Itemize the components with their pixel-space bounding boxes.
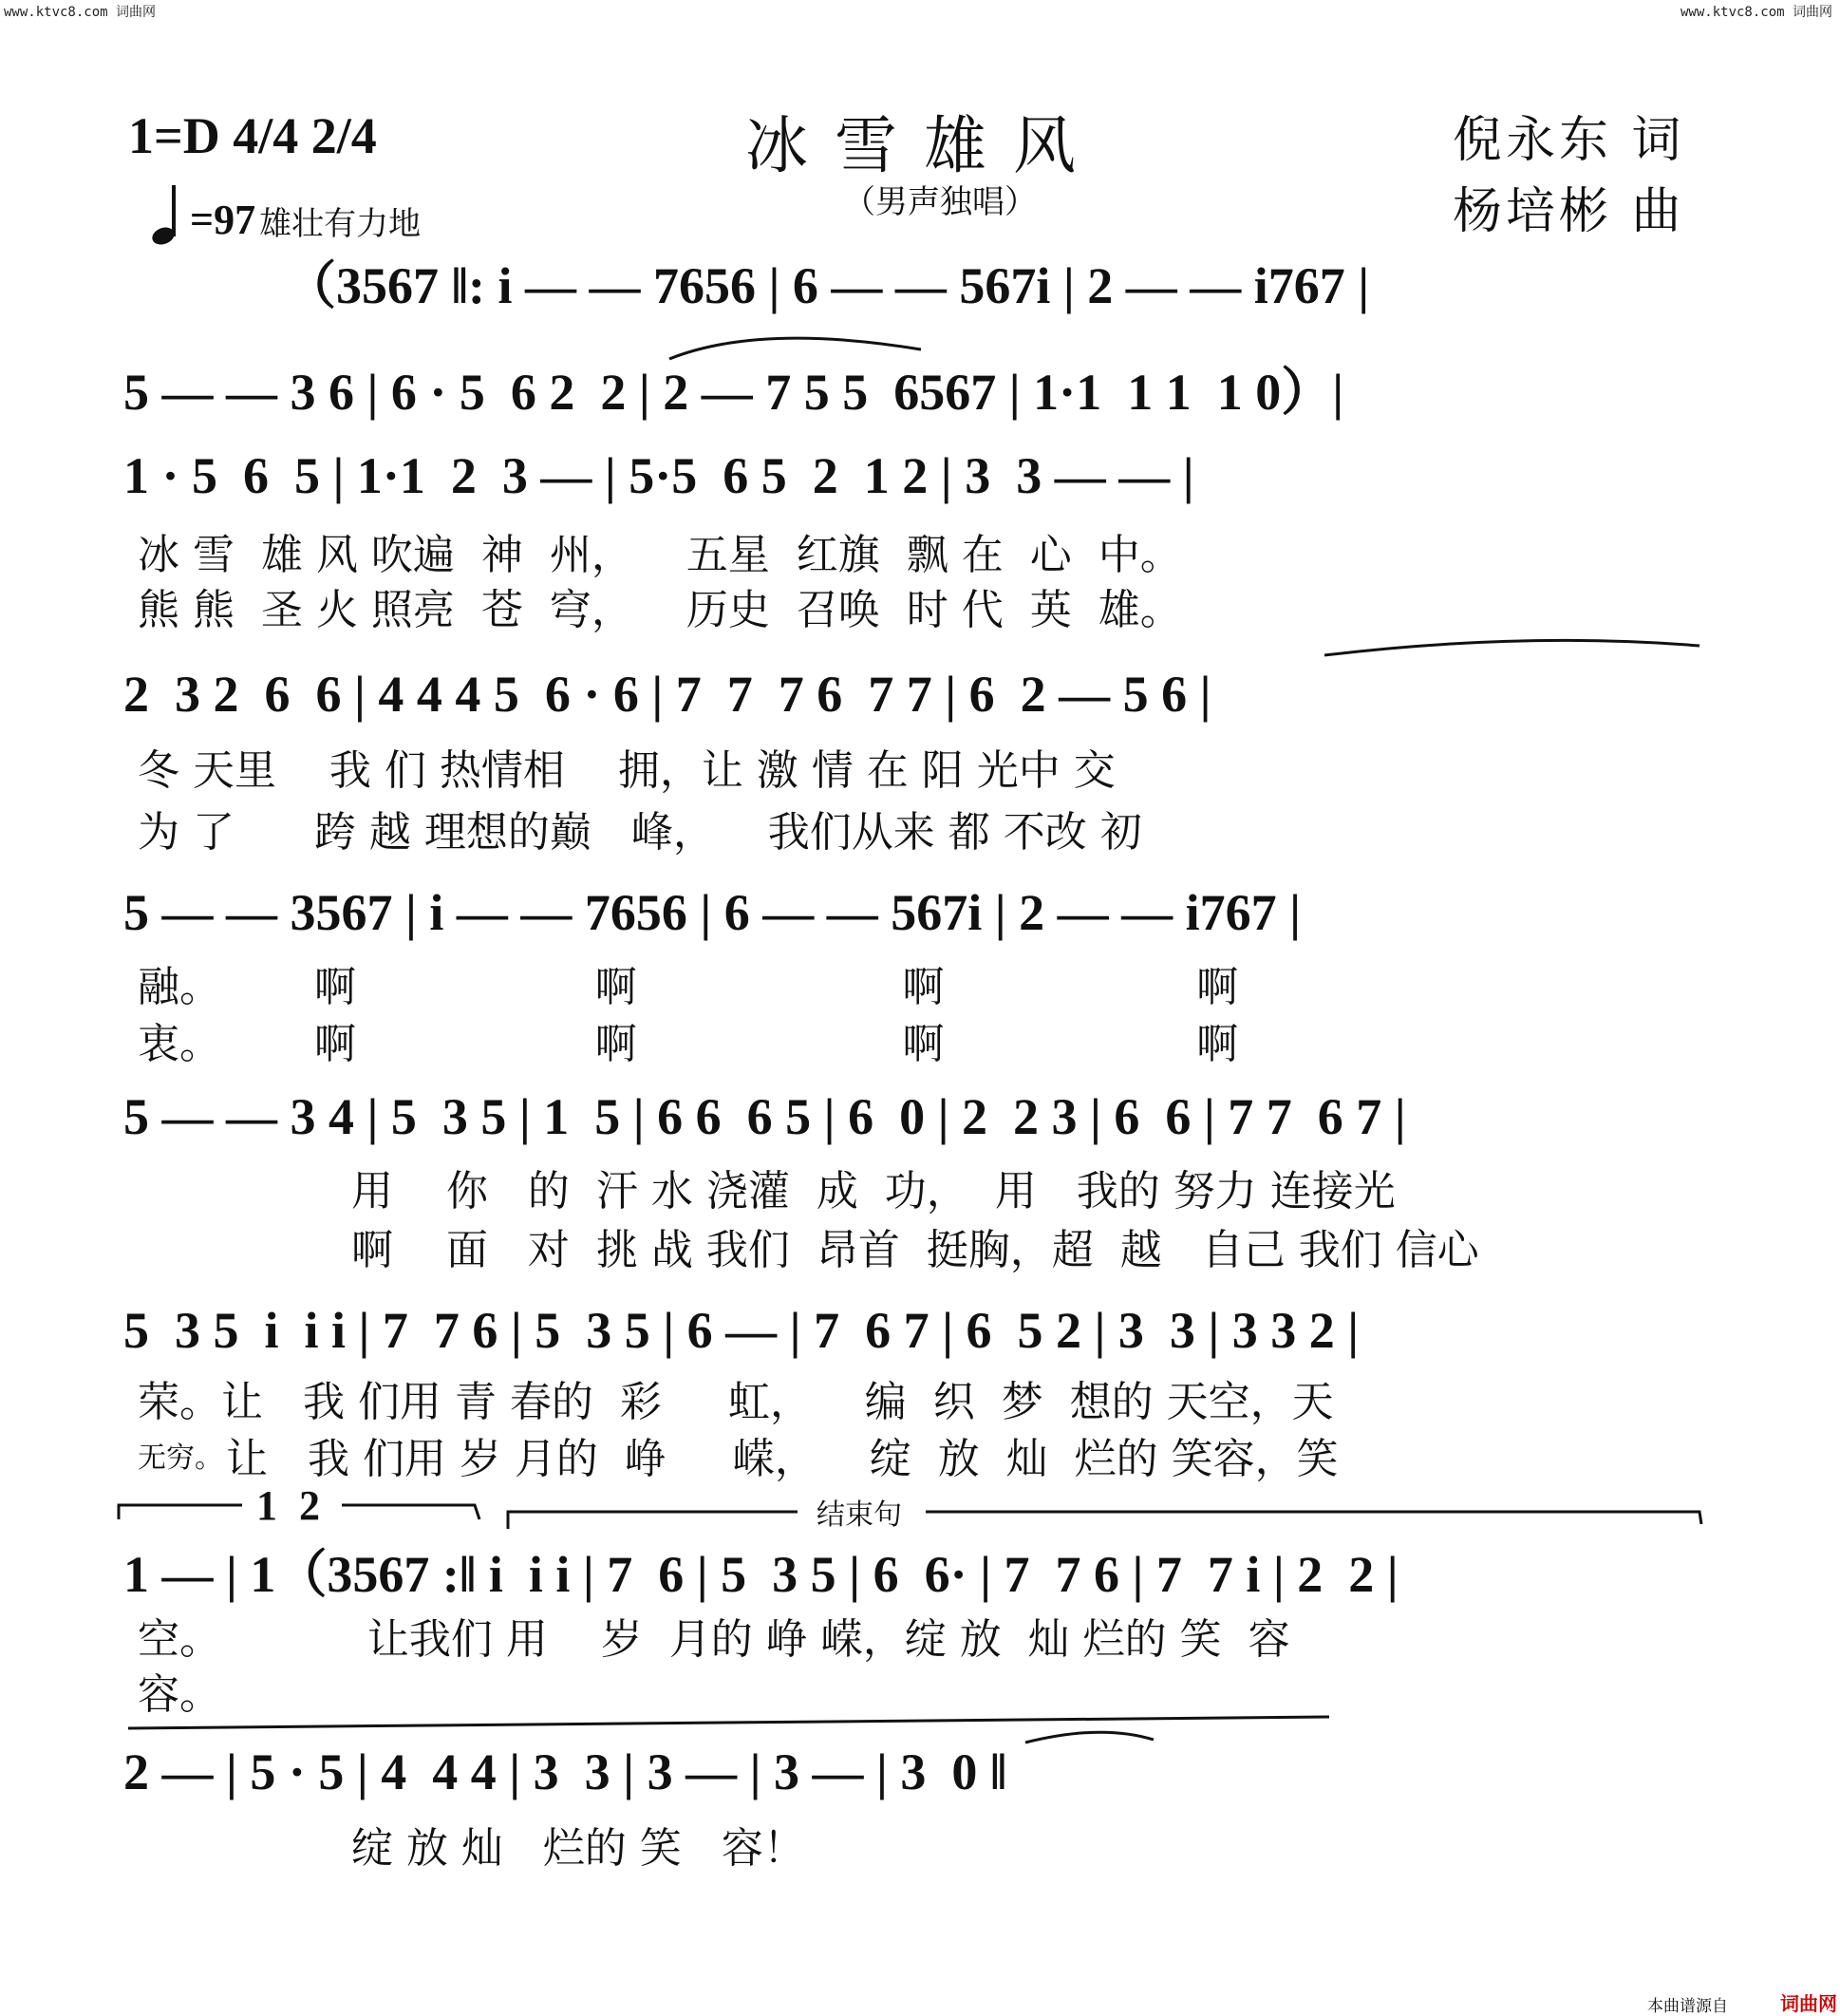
volta-line-1 [119,1505,242,1519]
slur-top-long [1324,640,1699,655]
volta-line-2 [342,1505,479,1519]
footer-source: 本曲谱源自 [1647,1997,1728,2016]
lyric-line-9: 绽 放 灿 烂的 笑 容！ [351,1824,805,1873]
music-line-2: 5 — — 3 6 | 6 · 5 6 2 2 | 2 — 7 5 5 6567 | 1·1 1 1 1 0）| [123,364,1344,421]
music-line-1: （3567 ‖: i — — 7656 | 6 — — 567i | 2 — — i767 | [285,257,1370,314]
volta-second-ending: 2 [299,1482,320,1529]
music-line-4: 2 3 2 6 6 | 4 4 4 5 6 · 6 | 7 7 7 6 7 7 | 6 2 — 5 6 | [123,666,1211,723]
quarter-note-icon [152,185,184,244]
site-url-left: www.ktvc8.com 词曲网 [4,5,157,20]
music-line-9: 2 — | 5 · 5 | 4 4 4 | 3 3 | 3 — | 3 — | 3 0 ‖ [123,1743,1007,1800]
lyric-line-6-verse-1: 用 你 的 汗 水 浇灌 成 功， 用 我的 努力 连接光 [351,1167,1396,1215]
lyric-line-8-verse-1: 空。 让我们 用 岁 月的 峥 嵘，绽 放 灿 烂的 笑 容 [138,1615,1290,1664]
song-title: 冰雪雄风 [745,109,1102,182]
lyric-line-8-verse-2: 容。 [138,1670,221,1719]
tempo-expression: 雄壮有力地 [259,205,422,243]
music-line-7: 5 3 5 i i i | 7 7 6 | 5 3 5 | 6 — | 7 6 7 | 6 5 2 | 3 3 | 3 3 2 | [123,1302,1360,1359]
tempo-marking [152,185,421,244]
song-subtitle: （男声独唱） [843,183,1037,221]
lyric-line-3-verse-1: 冰 雪 雄 风 吹遍 神 州， 五星 红旗 飘 在 心 中。 [138,531,1182,579]
ending-bracket [508,1512,1701,1529]
music-line-5: 5 — — 3567 | i — — 7656 | 6 — — 567i | 2 — — i767 | [123,884,1302,941]
lyric-line-3-verse-2: 熊 熊 圣 火 照亮 苍 穹， 历史 召唤 时 代 英 雄。 [138,586,1182,634]
footer-brand: 词曲网 [1780,1992,1837,2015]
music-line-6: 5 — — 3 4 | 5 3 5 | 1 5 | 6 6 6 5 | 6 0 | 2 2 3 | 6 6 | 7 7 6 7 | [123,1088,1406,1145]
site-url-right: www.ktvc8.com 词曲网 [1680,5,1833,20]
lyric-line-7-verse-2: 让 我 们用 岁 月的 峥 嵘， 绽 放 灿 烂的 笑容，笑 [226,1435,1339,1483]
ending-phrase-label: 结束句 [817,1498,902,1532]
tempo-value: =97 [190,197,256,243]
slur-b [1025,1732,1154,1743]
lyric-line-5-verse-1: 融。 啊 啊 啊 啊 [138,963,1239,1011]
key-signature: 1=D 4/4 2/4 [128,107,377,164]
lyric-line-4-verse-1: 冬 天里 我 们 热情相 拥，让 激 情 在 阳 光中 交 [138,746,1116,795]
composer-credit: 杨培彬 曲 [1453,183,1685,240]
lyric-line-5-verse-2: 衷。 啊 啊 啊 啊 [138,1020,1239,1068]
lyric-line-7-verse-1: 荣。让 我 们用 青 春的 彩 虹， 编 织 梦 想的 天空，天 [138,1378,1334,1426]
lyric-line-7-verse-2-start: 无穷。 [138,1441,223,1475]
music-line-8: 1 — | 1（3567 :‖ i i i | 7 6 | 5 3 5 | 6 6· | 7 7 6 | 7 7 i | 2 2 | [123,1546,1399,1603]
volta-first-ending: 1 [256,1482,277,1529]
music-line-3: 1 · 5 6 5 | 1·1 2 3 — | 5·5 6 5 2 1 2 | 3 3 — — | [123,447,1194,504]
lyricist-credit: 倪永东 词 [1453,112,1685,169]
lyric-line-4-verse-2: 为 了 跨 越 理想的巅 峰， 我们从来 都 不改 初 [138,808,1142,857]
lyric-line-6-verse-2: 啊 面 对 挑 战 我们 昂首 挺胸，超 越 自己 我们 信心 [351,1226,1479,1274]
